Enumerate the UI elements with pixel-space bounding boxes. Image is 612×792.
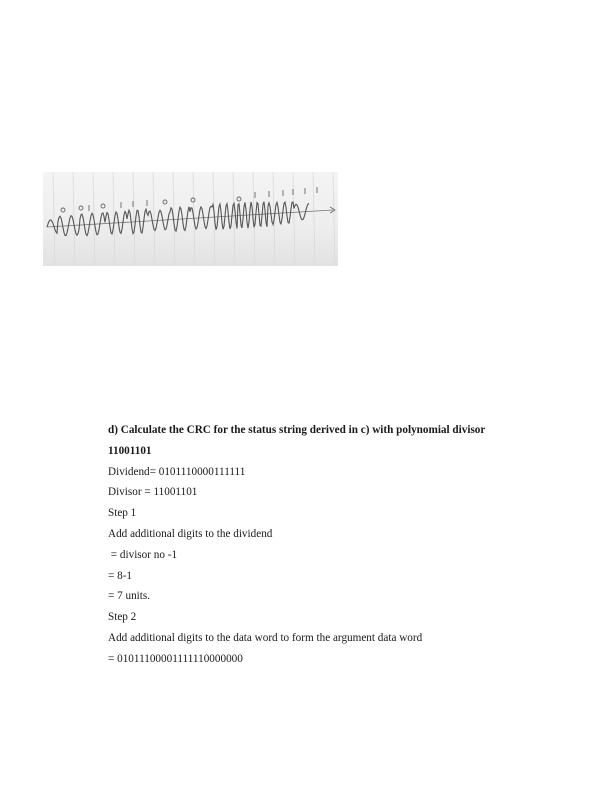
step-2-description: Add additional digits to the data word to form the argument data word bbox=[108, 631, 423, 644]
step-1-calculation: = 8-1 bbox=[108, 569, 133, 582]
step-1-label: Step 1 bbox=[108, 507, 137, 520]
augmented-data-word: = 01011100001111110000000 bbox=[108, 652, 243, 665]
question-heading-continued: 11001101 bbox=[108, 444, 152, 457]
crc-answer-section bbox=[108, 420, 548, 670]
step-1-formula: = divisor no -1 bbox=[108, 548, 178, 561]
signal-sketch-photo bbox=[43, 172, 338, 266]
step-1-description: Add additional digits to the dividend bbox=[108, 527, 273, 540]
waveform-drawing bbox=[43, 172, 338, 266]
step-1-result: = 7 units. bbox=[108, 590, 151, 603]
dividend-line: Dividend= 0101110000111111 bbox=[108, 465, 246, 478]
question-heading: d) Calculate the CRC for the status string derived in c) with polynomial divisor bbox=[108, 424, 486, 436]
step-2-label: Step 2 bbox=[108, 611, 137, 624]
divisor-line: Divisor = 11001101 bbox=[108, 486, 198, 499]
